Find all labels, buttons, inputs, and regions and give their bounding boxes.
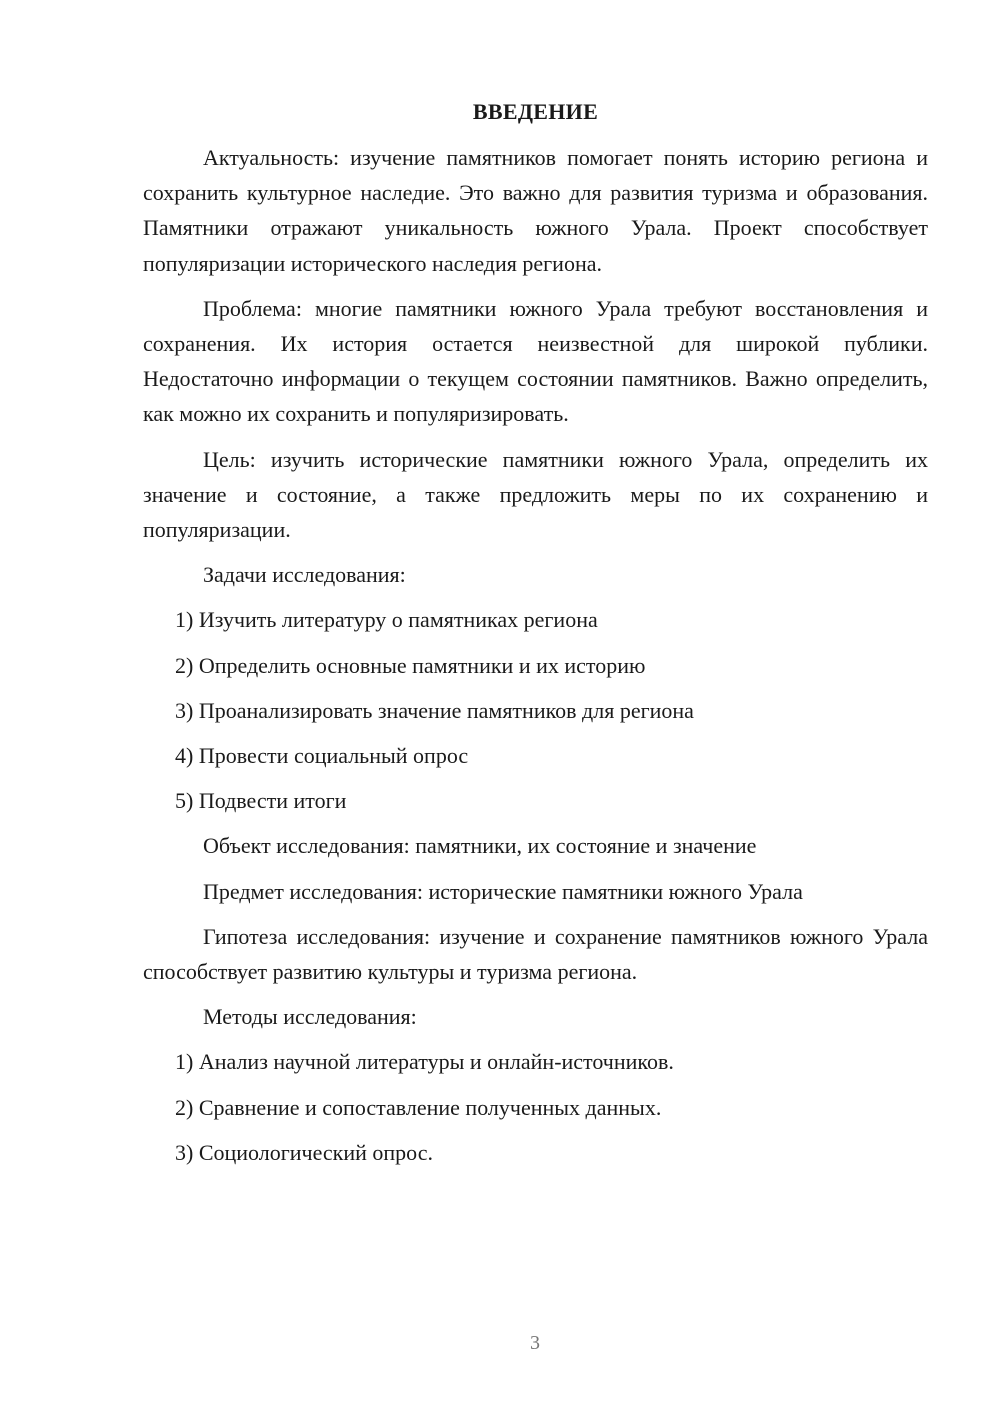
page-content [143,96,928,1180]
method-item: 3) Социологический опрос. [175,1139,433,1165]
method-item: 2) Сравнение и сопоставление полученных данных. [175,1094,662,1120]
method-item: 1) Анализ научной литературы и онлайн-источников. [175,1049,674,1075]
task-item: 3) Проанализировать значение памятников для региона [175,697,694,723]
task-item: 2) Определить основные памятники и их историю [175,652,646,678]
methods-heading: Методы исследования: [203,1004,417,1030]
page-number: 3 [530,1332,540,1354]
task-item: 4) Провести социальный опрос [175,742,469,768]
task-item: 5) Подвести итоги [175,788,347,814]
goal-paragraph: Цель: изучить исторические памятники южного Урала, определить их значение и состояние, а также предложить меры по их сохранению и популяризации. [143,446,928,543]
research-subject: Предмет исследования: исторические памятники южного Урала [203,878,803,904]
page-title: ВВЕДЕНИЕ [472,99,599,124]
hypothesis-paragraph: Гипотеза исследования: изучение и сохранение памятников южного Урала способствует развитию культуры и туризма региона. [143,923,928,984]
tasks-heading: Задачи исследования: [203,562,406,588]
relevance-paragraph: Актуальность: изучение памятников помогает понять историю региона и сохранить культурное наследие. Это важно для развития туризма и образования. Памятники отражают уникальность южного Урала. Проект способствует популяризации исторического наследия региона. [143,145,928,276]
problem-paragraph: Проблема: многие памятники южного Урала требуют восстановления и сохранения. Их история остается неизвестной для широкой публики. Недостаточно информации о текущем состоянии памятников. Важно определить, как можно их сохранить и популяризировать. [143,295,928,427]
research-object: Объект исследования: памятники, их состояние и значение [203,833,757,859]
task-item: 1) Изучить литературу о памятниках региона [175,607,598,633]
